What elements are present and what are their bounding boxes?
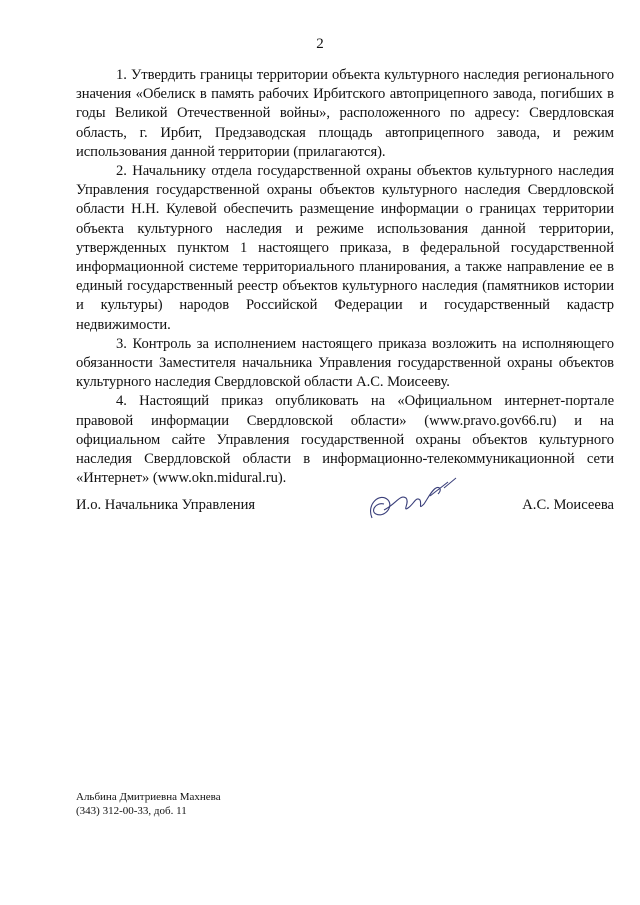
paragraph-4: 4. Настоящий приказ опубликовать на «Официальном интернет-портале правовой информации Свердловской области» (www.pravo.gov66.ru) и на официальном сайте Управления государственной охраны объектов культурного наследия Свердловской области в информационно-телекоммуникационной сети «Интернет» (www.okn.midural.ru). (76, 393, 614, 487)
paragraph-1: 1. Утвердить границы территории объекта культурного наследия регионального значения «Обелиск в память рабочих Ирбитского автоприцепного завода, погибших в годы Великой Отечественной войны», расположенного по адресу: Свердловская область, г. Ирбит, Предзаводская площадь автоприцепного завода, и режим использования данной территории (прилагаются). (76, 67, 614, 160)
signatory-name: А.С. Моисеева (522, 497, 614, 513)
paragraph-2: 2. Начальнику отдела государственной охраны объектов культурного наследия Управления государственной охраны объектов культурного наследия Свердловской области Н.Н. Кулевой обеспечить размещение информации о границах территории объекта культурного наследия и режиме использования данной территории, утвержденных пунктом 1 настоящего приказа, в федеральной государственной информационной системе территориального планирования, а также направление ее в единый государственный реестр объектов культурного наследия (памятников истории и культуры) народов Российской Федерации и государственный кадастр недвижимости. (76, 163, 614, 333)
signatory-position: И.о. Начальника Управления (76, 497, 256, 513)
document-body (76, 66, 614, 488)
contact-info (76, 790, 221, 818)
page-number: 2 (316, 36, 324, 52)
contact-phone: (343) 312-00-33, доб. 11 (76, 805, 187, 817)
paragraph-3: 3. Контроль за исполнением настоящего приказа возложить на исполняющего обязанности Заместителя начальника Управления государственной охраны объектов культурного наследия Свердловской области А.С. Моисееву. (76, 335, 614, 391)
signature-block (76, 497, 614, 517)
contact-name: Альбина Дмитриевна Махнева (76, 791, 221, 803)
handwritten-signature (362, 474, 462, 534)
